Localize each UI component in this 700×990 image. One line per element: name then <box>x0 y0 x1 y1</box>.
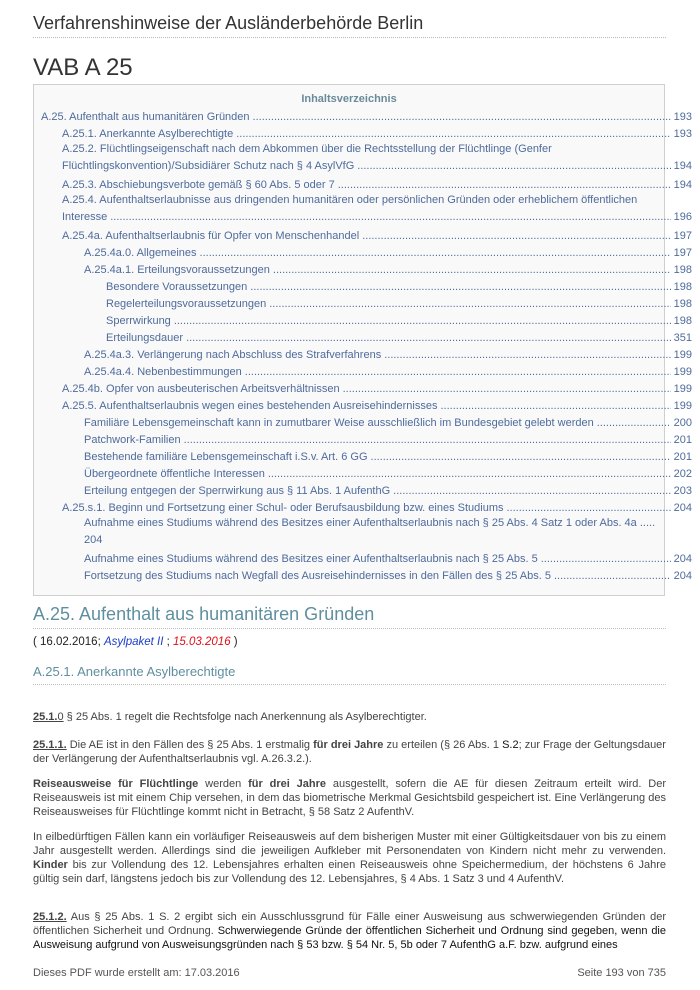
toc-entry-text: Sperrwirkung <box>106 315 171 327</box>
toc-entry[interactable] <box>84 345 692 362</box>
para-bold: für drei Jahre <box>248 778 327 790</box>
toc-entry-page: 196 <box>673 211 692 223</box>
para-text: S.2 <box>502 739 519 751</box>
toc-leader-dots <box>200 247 671 260</box>
toc-entry-page: 197 <box>673 247 692 259</box>
toc-leader-dots <box>362 230 670 243</box>
paragraph-reiseausweis <box>33 777 666 819</box>
paragraph-25-1-0 <box>33 710 666 724</box>
toc-entry[interactable] <box>84 243 692 260</box>
toc-entry[interactable] <box>62 396 692 413</box>
toc-entry-text-line2: 204 <box>84 534 103 546</box>
toc-leader-dots <box>253 111 671 124</box>
amendment-line <box>33 636 238 648</box>
toc-leader-dots <box>273 264 671 277</box>
toc-leader-dots <box>250 281 670 294</box>
toc-leader-dots <box>384 349 670 362</box>
para-bold: Reiseausweise für Flüchtlinge <box>33 778 199 790</box>
toc-entry[interactable] <box>62 498 692 515</box>
para-text: § 25 Abs. 1 regelt die Rechtsfolge nach Anerkennung als Asylberechtigter. <box>63 711 427 723</box>
toc-heading: Inhaltsverzeichnis <box>301 93 397 105</box>
toc-entry[interactable] <box>106 277 692 294</box>
toc-entry-text: A.25.4a.1. Erteilungsvoraussetzungen <box>84 264 270 276</box>
toc-entry[interactable] <box>84 566 692 583</box>
para-text: Schwerwiegende Gründe der öffentlichen Sicherheit und Ordnung sind gegeben, wenn die Ausweisung aufgrund von Ausweisungsgründen nach § 53 bzw. § 54 Nr. 5, 5b oder 7 AufenthG a.F. bzw. aufgrund eines <box>33 925 666 951</box>
toc-leader-dots <box>357 158 670 175</box>
document-title: VAB A 25 <box>33 54 133 81</box>
toc-entry-text: A.25.4a.3. Verlängerung nach Abschluss des Strafverfahrens <box>84 349 382 361</box>
subsection-divider <box>33 684 666 685</box>
toc-entry-page: 194 <box>673 160 692 172</box>
header-divider <box>33 37 666 38</box>
toc-leader-dots <box>371 451 671 464</box>
toc-entry-page: 198 <box>673 298 692 310</box>
toc-entry-page: 204 <box>673 570 692 582</box>
toc-entry-text: Regelerteilungsvoraussetzungen <box>106 298 267 310</box>
toc-entry-text: Patchwork-Familien <box>84 434 181 446</box>
toc-entry-text: Übergeordnete öffentliche Interessen <box>84 468 265 480</box>
toc-entry-text: A.25.5. Aufenthaltserlaubnis wegen eines bestehenden Ausreisehindernisses <box>62 400 438 412</box>
subsection-heading: A.25.1. Anerkannte Asylberechtigte <box>33 664 236 679</box>
toc-entry[interactable] <box>106 294 692 311</box>
para-text: zu erteilen (§ 26 Abs. 1 <box>383 739 503 751</box>
amendment-link-asylpaket[interactable]: Asylpaket II <box>103 636 164 648</box>
para-text: Die AE ist in den Fällen des § 25 Abs. 1 erstmalig <box>66 739 314 751</box>
toc-entry-text: Erteilung entgegen der Sperrwirkung aus § 11 Abs. 1 AufenthG <box>84 485 391 497</box>
toc-leader-dots <box>541 553 671 566</box>
toc-leader-dots <box>343 383 671 396</box>
toc-entry-text: A.25. Aufenthalt aus humanitären Gründen <box>41 111 250 123</box>
toc-entry-text-line1: Aufnahme eines Studiums während des Besitzes einer Aufenthaltserlaubnis nach § 25 Abs. 4 Satz 1 oder Abs. 4a ..... <box>84 517 656 529</box>
toc-entry[interactable] <box>84 549 692 566</box>
section-divider <box>33 628 666 629</box>
paragraph-vorlaeufig <box>33 830 666 886</box>
toc-entry[interactable] <box>84 430 692 447</box>
toc-entry-page: 204 <box>673 553 692 565</box>
footer-created: Dieses PDF wurde erstellt am: 17.03.2016 <box>33 967 240 979</box>
toc-entry-text: A.25.4a.0. Allgemeines <box>84 247 197 259</box>
meta-open: ( 16.02.2016; <box>33 636 104 648</box>
toc-leader-dots <box>393 485 670 498</box>
toc-leader-dots <box>236 128 670 141</box>
para-text: In eilbedürftigen Fällen kann ein vorläufiger Reiseausweis auf dem bisherigen Muster mit einer Gültigkeitsdauer von bis zu einem Jahr ausgestellt werden. Allerdings sind die jeweiligen Aufkleber mit Personendaten von Kindern nicht mehr zu verwenden. <box>33 831 666 857</box>
toc-leader-dots <box>186 332 671 345</box>
toc-entry-text: A.25.4b. Opfer von ausbeuterischen Arbeitsverhältnissen <box>62 383 340 395</box>
toc-entry[interactable] <box>84 362 692 379</box>
para-number: 25.1.1. <box>33 739 67 751</box>
para-text: ausgestellt, sofern die AE für diesen Zeitraum erteilt wird. Der Reiseausweis ist mit einem Chip versehen, in dem das biometrische Merkmal Gesichtsbild gespeichert ist. Eine Verlängerung des Reiseausweises für Flüchtlinge kommt nicht in Betracht, § 58 Satz 2 AufenthV. <box>33 778 666 818</box>
toc-leader-dots <box>554 570 671 583</box>
toc-leader-dots <box>245 366 671 379</box>
toc-entry[interactable] <box>84 481 692 498</box>
toc-entry-text: A.25.4a.4. Nebenbestimmungen <box>84 366 242 378</box>
toc-entry-page: 199 <box>673 366 692 378</box>
para-text: ; zur Frage der Geltungsdauer der Verlängerung der Aufenthaltserlaubnis vgl. A.26.3.2.). <box>33 739 666 765</box>
toc-entry-page: 198 <box>673 315 692 327</box>
toc-entry[interactable] <box>62 141 692 175</box>
toc-entry-page: 351 <box>673 332 692 344</box>
para-number: 25.1.2. <box>33 911 67 923</box>
toc-entry-page: 201 <box>673 434 692 446</box>
toc-leader-dots <box>268 468 671 481</box>
section-heading: A.25. Aufenthalt aus humanitären Gründen <box>33 604 375 624</box>
toc-entry-page: 193 <box>673 128 692 140</box>
toc-entry-page: 202 <box>673 468 692 480</box>
toc-entry-page: 204 <box>673 502 692 514</box>
toc-entry-text-line1: A.25.2. Flüchtlingseigenschaft nach dem Abkommen über die Rechtsstellung der Flüchtlinge (Genfer <box>62 143 552 155</box>
toc-entry-page: 201 <box>673 451 692 463</box>
toc-leader-dots <box>338 179 671 192</box>
toc-entry-text: A.25.1. Anerkannte Asylberechtigte <box>62 128 234 140</box>
toc-entry[interactable] <box>84 515 692 549</box>
toc-leader-dots <box>440 400 670 413</box>
para-text: Aus § 25 Abs. 1 S. 2 ergibt sich ein Ausschlussgrund für Fälle einer Ausweisung aus schwerwiegenden Gründen der öffentlichen Sicherheit und Ordnung. <box>33 911 666 937</box>
toc-entry-page: 203 <box>673 485 692 497</box>
toc-entry[interactable] <box>106 328 692 345</box>
toc-entry[interactable] <box>41 107 692 124</box>
toc-entry[interactable] <box>106 311 692 328</box>
toc-entry-text-line1: A.25.4. Aufenthaltserlaubnisse aus dringenden humanitären oder persönlichen Gründen oder erheblichem öffentlichen <box>62 194 638 206</box>
toc-entry-text: A.25.3. Abschiebungsverbote gemäß § 60 Abs. 5 oder 7 <box>62 179 335 191</box>
toc-entry[interactable] <box>84 413 692 430</box>
site-title: Verfahrenshinweise der Ausländerbehörde Berlin <box>33 13 424 33</box>
meta-close: ) <box>230 636 238 648</box>
toc-entry-text: Besondere Voraussetzungen <box>106 281 248 293</box>
para-number-suffix: 0 <box>57 711 64 723</box>
toc-entry[interactable] <box>84 447 692 464</box>
amendment-link-date[interactable]: 15.03.2016 <box>173 636 231 648</box>
toc-entry-text: A.25.s.1. Beginn und Fortsetzung einer Schul- oder Berufsausbildung bzw. eines Studiums <box>62 502 504 514</box>
toc-entry[interactable] <box>62 175 692 192</box>
toc-entry-text-line2: Flüchtlingskonvention)/Subsidiärer Schutz nach § 4 AsylVfG <box>62 160 355 172</box>
toc-entry-text: Aufnahme eines Studiums während des Besitzes einer Aufenthaltserlaubnis nach § 25 Abs. 5 <box>84 553 538 565</box>
paragraph-25-1-2 <box>33 910 666 952</box>
toc-entry-text: A.25.4a. Aufenthaltserlaubnis für Opfer von Menschenhandel <box>62 230 360 242</box>
toc-entry-page: 199 <box>673 349 692 361</box>
toc-entry-page: 199 <box>673 383 692 395</box>
para-text: werden <box>198 778 249 790</box>
para-bold: für drei Jahre <box>313 739 384 751</box>
toc-entry-text-line2: Interesse <box>62 211 108 223</box>
toc-entry-page: 200 <box>673 417 692 429</box>
toc-leader-dots <box>269 298 670 311</box>
toc-entry[interactable] <box>62 226 692 243</box>
toc-entry-text: Familiäre Lebensgemeinschaft kann in zumutbarer Weise ausschließlich im Bundesgebiet gelebt werden <box>84 417 594 429</box>
para-bold: Kinder <box>33 859 68 871</box>
para-text: bis zur Vollendung des 12. Lebensjahres erhalten einen Reiseausweis ohne Speichermedium, der höchstens 6 Jahre gültig sein darf, längstens jedoch bis zur Vollendung des 12. Lebensjahres, § 4 Abs. 1 Satz 3 und 4 AufenthV. <box>33 859 666 885</box>
toc-leader-dots <box>174 315 671 328</box>
toc-entry-page: 197 <box>673 230 692 242</box>
toc-leader-dots <box>597 417 671 430</box>
toc-entry-page: 193 <box>673 111 692 123</box>
toc-entry-text: Fortsetzung des Studiums nach Wegfall des Ausreisehindernisses in den Fällen des § 25 Abs. 5 <box>84 570 551 582</box>
toc-entry-page: 198 <box>673 281 692 293</box>
toc-entry[interactable] <box>84 260 692 277</box>
paragraph-25-1-1 <box>33 738 666 766</box>
toc-leader-dots <box>506 502 670 515</box>
toc-entry-text: Bestehende familiäre Lebensgemeinschaft i.S.v. Art. 6 GG <box>84 451 368 463</box>
footer-page: Seite 193 von 735 <box>577 967 666 979</box>
toc-entry-page: 194 <box>673 179 692 191</box>
toc-entry-page: 199 <box>673 400 692 412</box>
toc-entry[interactable] <box>62 192 692 226</box>
toc-entry-text: Erteilungsdauer <box>106 332 184 344</box>
toc-entry-page: 198 <box>673 264 692 276</box>
toc-leader-dots <box>184 434 671 447</box>
meta-sep: ; <box>163 636 174 648</box>
toc-leader-dots <box>110 209 670 226</box>
toc-entry[interactable] <box>62 379 692 396</box>
toc-entry[interactable] <box>84 464 692 481</box>
para-number: 25.1. <box>33 711 58 723</box>
toc-entry[interactable] <box>62 124 692 141</box>
